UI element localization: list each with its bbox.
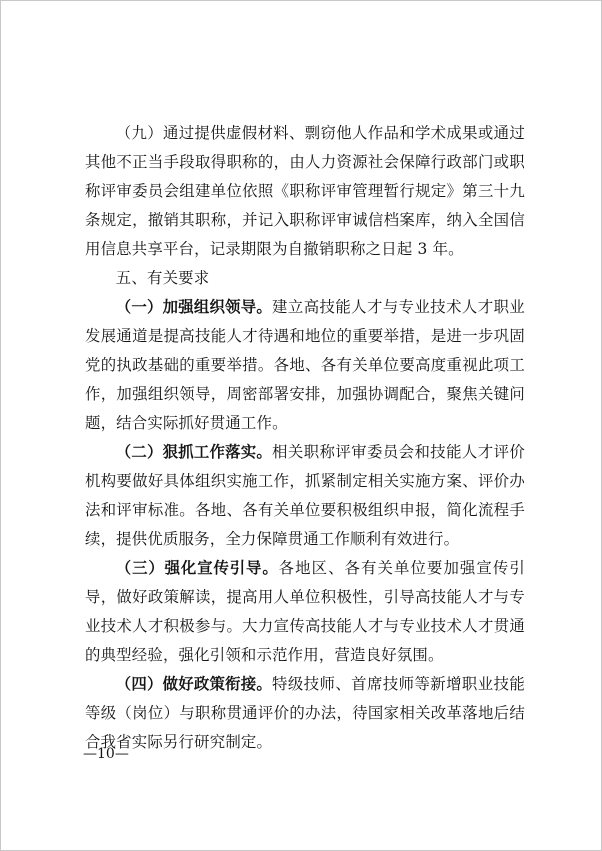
requirement-3-title: （三）强化宣传引导。 xyxy=(115,559,279,577)
paragraph-item-9 xyxy=(85,119,525,264)
requirement-1-title: （一）加强组织领导。 xyxy=(115,298,273,316)
requirement-4-text: 特级技师、首席技师等新增职业技能等级（岗位）与职称贯通评价的办法，待国家相关改革落地后结合我省实际另行研究制定。 xyxy=(85,675,525,751)
requirement-2-text: 相关职称评审委员会和技能人才评价机构要做好具体组织实施工作，抓紧制定相关实施方案、评价办法和评审标准。各地、各有关单位要积极组织申报，简化流程手续，提供优质服务，全力保障贯通工作顺利有效进行。 xyxy=(85,443,525,548)
paragraph-item-9-text: （九）通过提供虚假材料、剽窃他人作品和学术成果或通过其他不正当手段取得职称的，由人力资源社会保障行政部门或职称评审委员会组建单位依照《职称评审管理暂行规定》第三十九条规定，撤销其职称，并记入职称评审诚信档案库，纳入全国信用信息共享平台，记录期限为自撤销职称之日起 3 年。 xyxy=(85,124,525,258)
requirement-2-title: （二）狠抓工作落实。 xyxy=(115,443,273,461)
requirement-3 xyxy=(85,554,525,670)
requirement-2 xyxy=(85,438,525,554)
section-heading: 五、有关要求 xyxy=(115,269,210,287)
document-body xyxy=(85,119,525,757)
requirement-3-text: 各地区、各有关单位要加强宣传引导，做好政策解读，提高用人单位积极性，引导高技能人才与专业技术人才积极参与。大力宣传高技能人才与专业技术人才贯通的典型经验，强化引领和示范作用，营造良好氛围。 xyxy=(85,559,525,664)
requirement-1 xyxy=(85,293,525,438)
requirement-4 xyxy=(85,670,525,757)
requirement-4-title: （四）做好政策衔接。 xyxy=(115,675,273,693)
requirement-1-text: 建立高技能人才与专业技术人才职业发展通道是提高技能人才待遇和地位的重要举措，是进一步巩固党的执政基础的重要举措。各地、各有关单位要高度重视此项工作，加强组织领导，周密部署安排，加强协调配合，聚焦关键问题，结合实际抓好贯通工作。 xyxy=(85,298,525,432)
page-number: —10— xyxy=(83,746,129,762)
